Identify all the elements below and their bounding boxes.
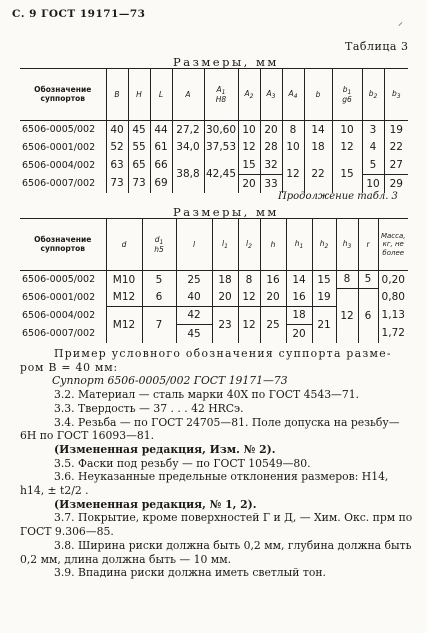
col-l2: $l_2$ (238, 219, 260, 271)
col-b2: $b_2$ (362, 69, 384, 121)
col-r: r (358, 219, 378, 271)
cell: 10 (362, 175, 384, 193)
col-B: B (106, 69, 128, 121)
para-3-8-line-2: 0,2 мм, длина должна быть — 10 мм. (20, 552, 232, 566)
cell: 45 (176, 325, 212, 343)
cell: 42 (176, 307, 212, 325)
body-text (20, 347, 412, 580)
para-3-6-line-2: h14, ± t2/2 . (20, 484, 89, 498)
table-row (20, 157, 408, 175)
cell: 29 (389, 177, 403, 190)
col-h1: $h_1$ (286, 219, 312, 271)
col-h: h (260, 219, 286, 271)
cell-merged: 21 (312, 307, 336, 343)
table1-header-row (20, 69, 408, 121)
cell-merged: 12 (336, 289, 358, 343)
cell: 5 (142, 271, 176, 289)
cell: 18 (286, 307, 312, 325)
example-designation: Суппорт 6506-0005/002 ГОСТ 19171—73 (52, 374, 288, 388)
corner-mark: ⸝ (398, 17, 403, 28)
col-A2: $A_2$ (238, 69, 260, 121)
cell: 10 (238, 121, 260, 139)
cell: 12 (238, 139, 260, 157)
cell: 15 (238, 157, 260, 175)
page-header: С. 9 ГОСТ 19171—73 (12, 8, 146, 20)
row-designation: 6506-0001/002 (20, 139, 106, 157)
col-A3: $A_3$ (260, 69, 282, 121)
cell-merged: 23 (212, 307, 238, 343)
col-h3: $h_3$ (336, 219, 358, 271)
para-3-4-line-1: 3.4. Резьба — по ГОСТ 24705—81. Поле допуска на резьбу— (54, 415, 400, 429)
cell: 14 (304, 121, 332, 139)
cell: 27,2 (172, 121, 204, 139)
cell: 6 (142, 289, 176, 307)
cell-merged: 7 (142, 307, 176, 343)
para-3-5: 3.5. Фаски под резьбу — по ГОСТ 10549—80. (54, 456, 311, 470)
col-l1: $l_1$ (212, 219, 238, 271)
cell: 16 (260, 271, 286, 289)
cell: 22 (389, 141, 403, 154)
cell: 45 (128, 121, 150, 139)
cell: 20 (212, 289, 238, 307)
col-h2: $h_2$ (312, 219, 336, 271)
cell-merged: M12 (106, 307, 142, 343)
revision-note-2: (Измененная редакция, № 1, 2). (54, 497, 257, 511)
col-d: d (106, 219, 142, 271)
col-A1: $A_1$ H8 (204, 69, 238, 121)
cell-merged: 42,45 (204, 157, 238, 193)
cell: 12 (238, 289, 260, 307)
col-designation: Обозначение суппортов (20, 219, 106, 271)
cell-merged: 6 (358, 289, 378, 343)
col-designation: Обозначение суппортов (20, 69, 106, 121)
cell: 0,80 (381, 291, 405, 304)
cell: 19 (312, 289, 336, 307)
continuation-label: Продолжение табл. 3 (278, 191, 398, 202)
cell: 40 (106, 121, 128, 139)
example-line-1: Пример условного обозначения суппорта разме- (54, 347, 392, 360)
cell: 5 (358, 271, 378, 289)
para-3-7-line-1: 3.7. Покрытие, кроме поверхностей Г и Д, — Хим. Окс. прм по (54, 511, 413, 525)
cell: 20 (260, 121, 282, 139)
table-row (20, 139, 408, 157)
cell: 5 (362, 157, 384, 175)
col-H: H (128, 69, 150, 121)
para-3-6-line-1: 3.6. Неуказанные предельные отклонения размеров: H14, (54, 470, 389, 484)
para-3-3: 3.3. Твердость — 37 . . . 42 HRCэ. (54, 401, 244, 415)
table1-caption: Размеры, мм (173, 55, 279, 69)
revision-note-1: (Измененная редакция, Изм. № 2). (54, 442, 276, 456)
cell: M12 (106, 289, 142, 307)
col-b3: $b_3$ (391, 88, 401, 100)
cell-merged: 25 (260, 307, 286, 343)
row-designation: 6506-0001/002 (20, 289, 106, 307)
cell: M10 (106, 271, 142, 289)
cell: 4 (362, 139, 384, 157)
cell: 8 (282, 121, 304, 139)
table-row (20, 289, 408, 307)
cell: 55 (128, 139, 150, 157)
para-3-8-line-1: 3.8. Ширина риски должна быть 0,2 мм, глубина должна быть (54, 538, 412, 552)
cell: 52 (106, 139, 128, 157)
cell: 73 (106, 175, 128, 193)
cell: 37,53 (204, 139, 238, 157)
cell: 73 (128, 175, 150, 193)
cell: 12 (332, 139, 362, 157)
cell: 20 (238, 175, 260, 193)
cell-merged: 12 (282, 157, 304, 193)
cell: 14 (286, 271, 312, 289)
cell: 3 (362, 121, 384, 139)
cell: 63 (106, 157, 128, 175)
table-row (20, 121, 408, 139)
table2-caption: Размеры, мм (173, 205, 279, 219)
row-designation: 6506-0004/002 (20, 307, 106, 325)
row-designation: 6506-0007/002 (20, 175, 106, 193)
row-designation: 6506-0004/002 (20, 157, 106, 175)
col-L: L (150, 69, 172, 121)
cell: 28 (260, 139, 282, 157)
cell-merged: 12 (238, 307, 260, 343)
cell: 30,60 (204, 121, 238, 139)
dimensions-table-1 (20, 68, 408, 193)
table-row (20, 271, 408, 289)
cell: 25 (176, 271, 212, 289)
example-line-2: ром B = 40 мм: (20, 360, 118, 374)
row-designation: 6506-0005/002 (20, 121, 106, 139)
cell: 66 (150, 157, 172, 175)
table2-header-row (20, 219, 408, 271)
para-3-7-line-2: ГОСТ 9.306—85. (20, 525, 114, 539)
cell: 20 (286, 325, 312, 343)
table-number: Таблица 3 (345, 40, 409, 53)
cell: 33 (260, 175, 282, 193)
col-b1: $b_1$ g6 (332, 69, 362, 121)
col-d1: $d_1$ h5 (142, 219, 176, 271)
row-designation: 6506-0007/002 (20, 325, 106, 343)
cell: 19 (389, 123, 403, 136)
para-3-4-line-2: 6H по ГОСТ 16093—81. (20, 429, 155, 443)
cell: 20 (260, 289, 286, 307)
row-designation: 6506-0005/002 (20, 271, 106, 289)
col-mass: Масса, кг, не более (380, 232, 406, 257)
cell: 1,13 (381, 309, 405, 322)
cell: 8 (336, 271, 358, 289)
cell: 69 (150, 175, 172, 193)
cell: 65 (128, 157, 150, 175)
cell: 44 (150, 121, 172, 139)
col-A4: $A_4$ (282, 69, 304, 121)
para-3-2: 3.2. Материал — сталь марки 40Х по ГОСТ 4543—71. (54, 388, 360, 402)
cell: 0,20 (381, 273, 405, 286)
dimensions-table-2 (20, 218, 408, 343)
col-l: l (176, 219, 212, 271)
cell-merged: 38,8 (172, 157, 204, 193)
cell: 15 (312, 271, 336, 289)
cell: 34,0 (172, 139, 204, 157)
cell: 18 (304, 139, 332, 157)
cell: 16 (286, 289, 312, 307)
cell: 10 (332, 121, 362, 139)
cell: 32 (260, 157, 282, 175)
cell: 18 (212, 271, 238, 289)
col-A: A (172, 69, 204, 121)
para-3-9: 3.9. Впадина риски должна иметь светлый тон. (54, 566, 326, 580)
cell: 10 (282, 139, 304, 157)
col-b: b (304, 69, 332, 121)
cell-merged: 15 (332, 157, 362, 193)
cell: 1,72 (381, 327, 405, 340)
cell-merged: 22 (304, 157, 332, 193)
cell: 8 (238, 271, 260, 289)
cell: 27 (384, 157, 408, 175)
cell: 61 (150, 139, 172, 157)
cell: 40 (176, 289, 212, 307)
